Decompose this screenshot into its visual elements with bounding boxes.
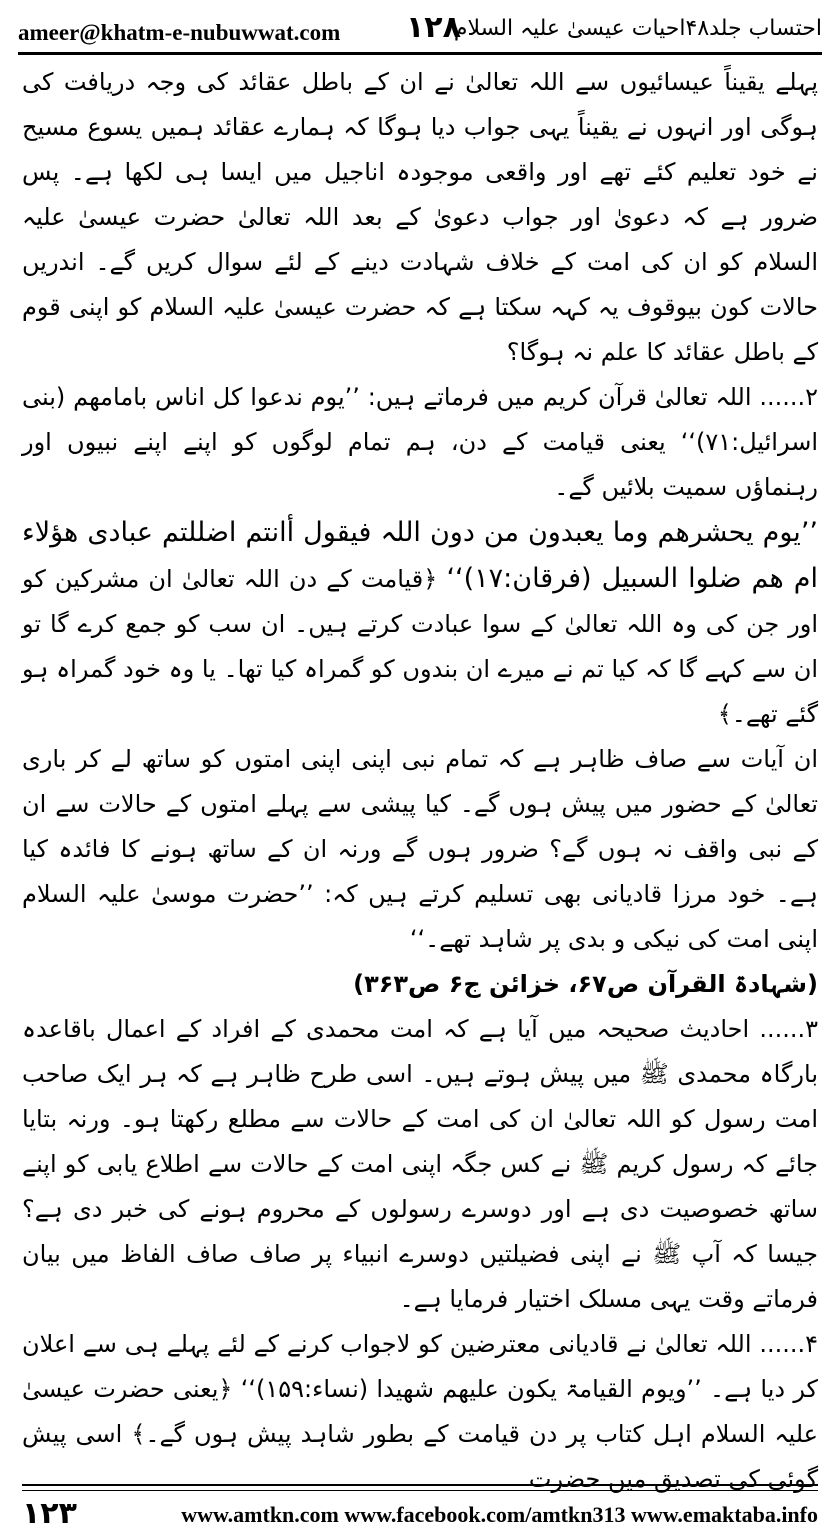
verse-translation: ﴿قیامت کے دن اللہ تعالیٰ ان مشرکین کو اور جن کی وہ اللہ تعالیٰ کے سوا عبادت کرتے ہیں۔ ان سب کو جمع کرے گا تو ان سے کہے گا کہ کیا تم نے میرے ان بندوں کو گمراہ کیا تھا۔ یا وہ خود گمراہ ہو گئے تھے۔﴾ (22, 565, 818, 728)
footer-links: www.amtkn.com www.facebook.com/amtkn313 www.emaktaba.info (181, 1502, 818, 1527)
footer-divider (22, 1484, 818, 1486)
reference-citation: (شہادۃ القرآن ص۶۷، خزائن ج۶ ص۳۶۳) (353, 970, 818, 998)
page-footer (22, 1496, 818, 1532)
footer-page-number: ۱۲۳ (22, 1496, 77, 1531)
header-email: ameer@khatm-e-nubuwwat.com (18, 20, 341, 45)
footer-divider-thin (22, 1490, 818, 1491)
paragraph-6: ۴...... اللہ تعالیٰ نے قادیانی معترضین کو لاجواب کرنے کے لئے پہلے ہی سے اعلان کر دیا ہے۔ ’’ویوم القیامۃ یکون علیھم شھیدا (نساء:۱۵۹)‘‘ ﴿یعنی حضرت عیسیٰ علیہ السلام اہل کتاب پر دن قیامت کے بطور شاہد پیش ہوں گے۔﴾ اسی پیش گوئی کی تصدیق میں حضرت (22, 1330, 818, 1493)
paragraph-2: ۲...... اللہ تعالیٰ قرآن کریم میں فرماتے ہیں: ’’یوم ندعوا کل اناس بامامھم (بنی اسرائیل:۷۱)‘‘ یعنی قیامت کے دن، ہم تمام لوگوں کو اپنے اپنے نبیوں اور رہنماؤں سمیت بلائیں گے۔ (22, 383, 818, 501)
page-content (22, 60, 818, 1493)
paragraph-1: پہلے یقیناً عیسائیوں سے اللہ تعالیٰ نے ان کے باطل عقائد کی وجہ دریافت کی ہوگی اور انہوں نے یقیناً یہی جواب دیا ہوگا کہ ہمارے عقائد ہمیں یسوع مسیح نے خود تعلیم کئے تھے اور واقعی موجودہ اناجیل میں ایسا ہی لکھا ہے۔ پس ضرور ہے کہ دعویٰ اور جواب دعویٰ کے بعد اللہ تعالیٰ حضرت عیسیٰ علیہ السلام کو ان کی امت کے خلاف شہادت دینے کے لئے سوال کریں گے۔ اندریں حالات کون بیوقوف یہ کہہ سکتا ہے کہ حضرت عیسیٰ علیہ السلام کو اپنی قوم کے باطل عقائد کا علم نہ ہوگا؟ (22, 68, 818, 366)
header-title: احتساب جلد۴۸احیات عیسیٰ علیہ السلام (453, 16, 822, 41)
page-header (18, 10, 822, 50)
header-page-number: ۱۲۸ (406, 10, 461, 45)
paragraph-5: ۳...... احادیث صحیحہ میں آیا ہے کہ امت محمدی کے افراد کے اعمال باقاعدہ بارگاہ محمدی ﷺ میں پیش ہوتے ہیں۔ اسی طرح ظاہر ہے کہ ہر ایک صاحب امت رسول کو اللہ تعالیٰ ان کی امت کے حالات سے مطلع رکھتا ہو۔ ورنہ بتایا جائے کہ رسول کریم ﷺ نے کس جگہ اپنی امت کے حالات سے اطلاع یابی کو اپنے ساتھ خصوصیت دی ہے اور دوسرے رسولوں کے محروم ہونے کی خبر دی ہے؟ جیسا کہ آپ ﷺ نے اپنی فضیلتیں دوسرے انبیاء پر صاف صاف الفاظ میں بیان فرماتے وقت یہی مسلک اختیار فرمایا ہے۔ (22, 1015, 818, 1313)
paragraph-3 (22, 510, 818, 737)
paragraph-4: ان آیات سے صاف ظاہر ہے کہ تمام نبی اپنی اپنی امتوں کو ساتھ لے کر باری تعالیٰ کے حضور میں پیش ہوں گے۔ کیا پیشی سے پہلے امتوں کے حالات سے ان کے نبی واقف نہ ہوں گے؟ ضرور ہوں گے ورنہ ان کے ساتھ ہونے کا فائدہ کیا ہے۔ خود مرزا قادیانی بھی تسلیم کرتے ہیں کہ: ’’حضرت موسیٰ علیہ السلام اپنی امت کی نیکی و بدی پر شاہد تھے۔‘‘ (22, 745, 818, 953)
header-divider (18, 52, 822, 55)
arabic-verse: ’’یوم یحشرھم وما یعبدون من دون اللہ فیقول أانتم اضللتم عبادی ھؤلاء ام ھم ضلوا السبیل (فرقان:۱۷)‘‘ (22, 517, 818, 594)
